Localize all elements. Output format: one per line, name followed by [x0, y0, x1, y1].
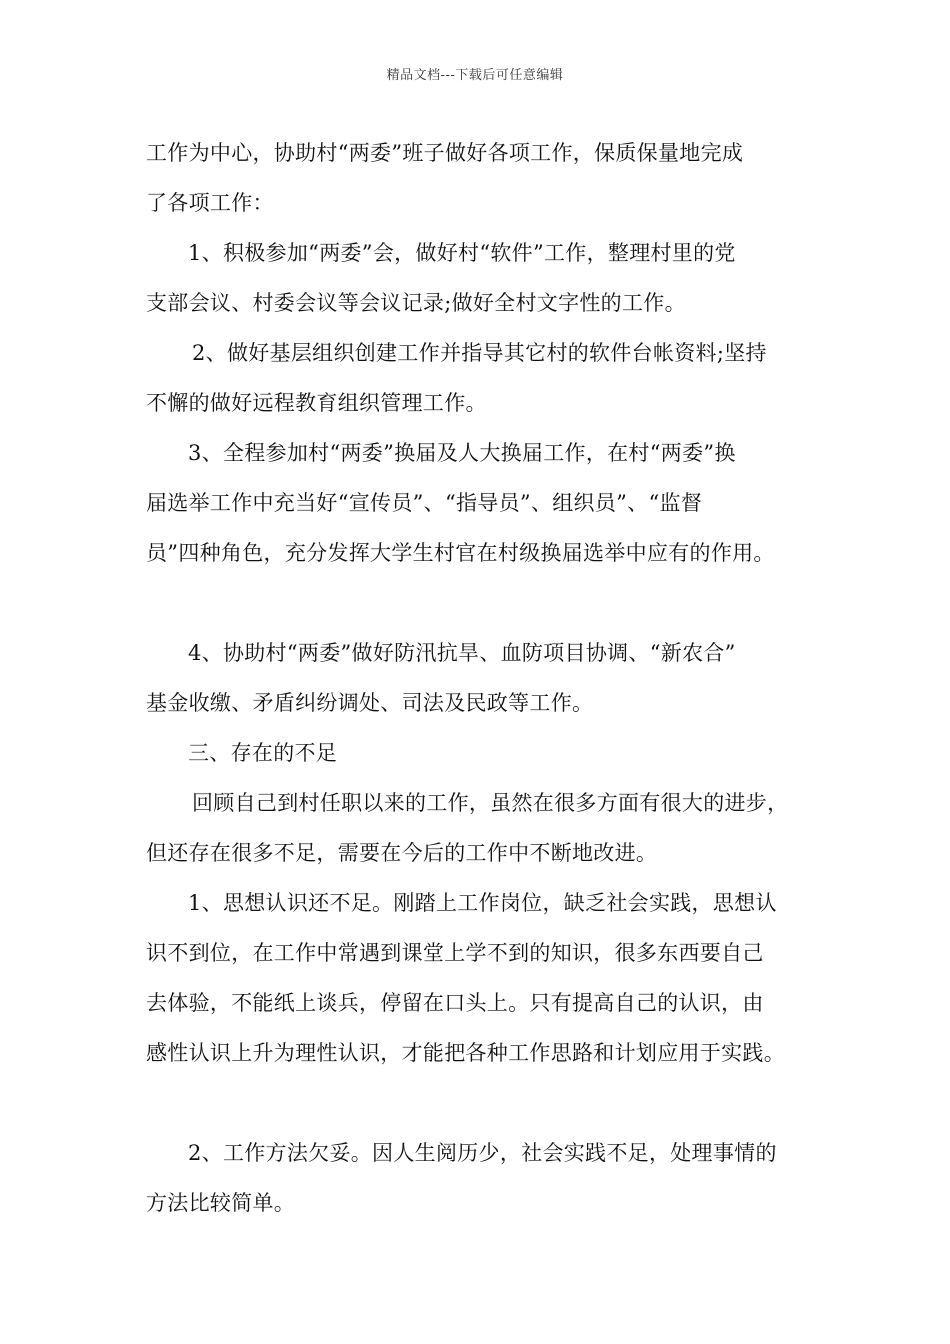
text-line: 了各项工作：	[146, 191, 274, 215]
text-line: 方法比较简单。	[146, 1191, 296, 1215]
text-line: 届选举工作中充当好“宣传员”、“指导员”、组织员”、“监督	[146, 491, 703, 515]
section-heading: 三、存在的不足	[188, 741, 338, 765]
text-line: 不懈的做好远程教育组织管理工作。	[146, 391, 487, 415]
list-item-line: 2、工作方法欠妥。因人生阅历少，社会实践不足，处理事情的	[188, 1141, 777, 1165]
paragraph-gap	[146, 578, 816, 628]
text-line: 去体验，不能纸上谈兵，停留在口头上。只有提高自己的认识，由	[146, 991, 764, 1015]
text-line: 工作为中心，协助村“两委”班子做好各项工作，保质保量地完成	[146, 141, 744, 165]
paragraph-start-line: 回顾自己到村任职以来的工作，虽然在很多方面有很大的进步，	[192, 791, 789, 815]
text-line: 感性认识上升为理性认识，才能把各种工作思路和计划应用于实践。	[146, 1041, 785, 1065]
list-item-line: 1、积极参加“两委”会，做好村“软件”工作，整理村里的党	[188, 241, 736, 265]
list-item-line: 3、全程参加村“两委”换届及人大换届工作，在村“两委”换	[188, 441, 736, 465]
list-item-line: 1、思想认识还不足。刚踏上工作岗位，缺乏社会实践，思想认	[188, 891, 777, 915]
text-line: 员”四种角色，充分发挥大学生村官在村级换届选举中应有的作用。	[146, 541, 775, 565]
list-item-line: 4、协助村“两委”做好防汛抗旱、血防项目协调、“新农合”	[188, 641, 736, 665]
text-line: 支部会议、村委会议等会议记录;做好全村文字性的工作。	[146, 291, 686, 315]
text-line: 但还存在很多不足，需要在今后的工作中不断地改进。	[146, 841, 658, 865]
text-line: 识不到位，在工作中常遇到课堂上学不到的知识，很多东西要自己	[146, 941, 764, 965]
paragraph-gap	[146, 1078, 816, 1128]
page-header: 精品文档---下载后可任意编辑	[386, 68, 564, 83]
text-line: 基金收缴、矛盾纠纷调处、司法及民政等工作。	[146, 691, 594, 715]
list-item-line: 2、做好基层组织创建工作并指导其它村的软件台帐资料;坚持	[192, 341, 767, 365]
document-body	[146, 128, 816, 1228]
